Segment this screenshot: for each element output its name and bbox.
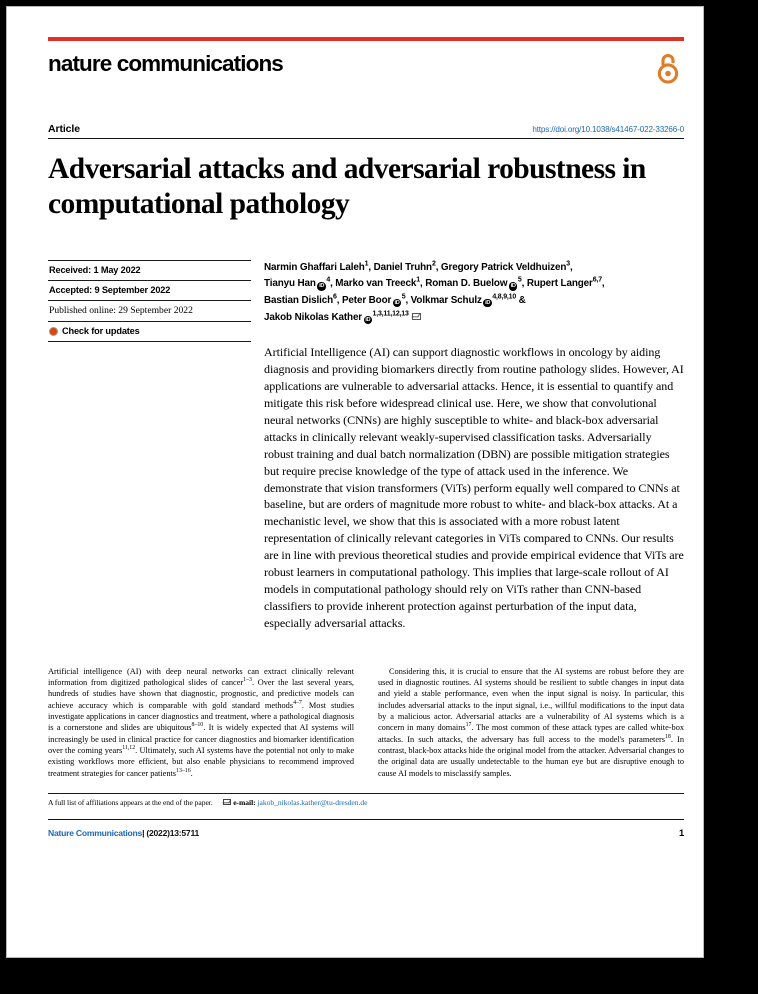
email-icon[interactable] xyxy=(412,313,421,320)
paragraph-text: . In contrast, black-box attacks hide the original model from the attacker. Adversarial changes to the original data are usually undetectable to the human eye but are disruptive enough to cause AI models to misclassify samples. xyxy=(378,734,684,778)
paragraph-text: . Ultimately, such AI systems have the potential not only to make existing workflows more efficient, but also enable physicians to recommend improved treatment strategies for cancer patients xyxy=(48,745,354,778)
author-affiliation-ref: 5 xyxy=(517,276,522,284)
footer-journal-name[interactable]: Nature Communications xyxy=(48,827,143,838)
masthead xyxy=(48,53,684,90)
journal-accent-bar xyxy=(48,37,684,41)
author-line-1 xyxy=(264,260,684,277)
author-affiliation-ref: 1,3,11,12,13 xyxy=(372,310,409,318)
citation-ref[interactable]: 13–16 xyxy=(176,767,191,774)
orcid-icon[interactable]: iD xyxy=(510,283,516,290)
page-content xyxy=(48,37,684,838)
orcid-icon[interactable]: iD xyxy=(365,316,371,323)
check-for-updates-label: Check for updates xyxy=(62,326,140,337)
author-line-4 xyxy=(264,310,684,327)
citation-ref[interactable]: 8–10 xyxy=(191,722,204,729)
affiliation-note: A full list of affiliations appears at the end of the paper. xyxy=(48,797,213,807)
envelope-icon xyxy=(223,799,231,805)
author-affiliation-ref: 1 xyxy=(416,276,420,284)
email-label: e-mail: xyxy=(233,797,256,807)
footnote xyxy=(48,794,684,807)
authors-and-abstract xyxy=(264,260,684,632)
author-affiliation-ref: 2 xyxy=(431,260,436,268)
check-for-updates[interactable] xyxy=(48,321,251,342)
page-title: Adversarial attacks and adversarial robustness in computational pathology xyxy=(48,153,646,220)
author-list xyxy=(264,260,684,327)
author-name[interactable]: , Rupert Langer xyxy=(521,278,593,290)
crossmark-icon xyxy=(49,327,58,336)
paragraph-text: Considering this, it is crucial to ensure that the AI systems are robust before they are used in diagnostic routines. AI systems should be resilient to subtle changes in input data and yield a stable performance, even when the input signal is noisy. In particular, this includes adversarial attacks to the input signal, i.e., willful modifications to the input data by a malicious actor. Adversarial attacks are a vulnerability of AI systems which is a concern in many domains xyxy=(378,666,684,733)
paragraph xyxy=(378,666,684,779)
body-column-right xyxy=(378,666,684,779)
author-name[interactable]: Bastian Dislich xyxy=(264,294,333,306)
author-line-2 xyxy=(264,276,684,293)
paper-page xyxy=(6,6,704,958)
orcid-icon[interactable]: iD xyxy=(394,299,400,306)
author-name[interactable]: , Roman D. Buelow xyxy=(419,278,508,290)
paragraph-text: . Most studies investigate applications in cancer diagnostics and treatment, where a pathological diagnosis is a cornerstone and slides are ubiquitous xyxy=(48,700,355,733)
article-type-line xyxy=(48,123,684,135)
citation-ref[interactable]: 4–7 xyxy=(293,699,302,706)
publication-metadata xyxy=(48,260,251,632)
paragraph xyxy=(48,666,354,779)
author-affiliation-ref: 1 xyxy=(364,260,369,268)
paragraph-text: . Over the last several years, hundreds of studies have shown that diagnostic, prognostic, and predictive models can achieve accuracy which is comparable with gold standard methods xyxy=(48,678,354,710)
open-access-lock-icon xyxy=(654,51,682,90)
author-separator: , xyxy=(569,261,573,273)
paragraph-text: Artificial intelligence (AI) with deep neural networks can extract clinically relevant information from digitized pathological slides of cancer xyxy=(48,666,354,688)
author-name[interactable]: , Marko van Treeck xyxy=(330,278,417,290)
header-divider xyxy=(48,138,684,139)
abstract-text: Artificial Intelligence (AI) can support diagnostic workflows in oncology by aiding diagnosis and providing biomarkers directly from routine pathology slides. However, AI applications are vulnerable to adversarial attacks. Hence, it is essential to quantify and mitigate this risk before widespread clinical use. Here, we show that convolutional neural networks (CNNs) are highly susceptible to white- and black-box adversarial attacks in clinically relevant weakly-supervised classification tasks. Adversarially robust training and dual batch normalization (DBN) are possible mitigation strategies but require precise knowledge of the type of attack used in the inference. We demonstrate that vision transformers (ViTs) perform equally well compared to CNNs at baseline, but are orders of magnitude more robust to white- and black-box attacks. At a mechanistic level, we show that this is associated with a more robust latent representation of clinically relevant categories in ViTs compared to CNNs. Our results are in line with previous theoretical studies and provide empirical evidence that ViTs are robust learners in computational pathology. This implies that large-scale rollout of AI models in computational pathology should rely on ViTs rather than CNN-based classifiers to provide inherent protection against perturbation of the input data, especially adversarial attacks. xyxy=(264,345,684,630)
article-front-matter xyxy=(48,260,684,632)
paragraph-text: . It is widely expected that AI systems will increasingly be used in clinical practice for cancer diagnostics and biomarker identification over the coming years xyxy=(48,723,354,755)
author-affiliation-ref: 4 xyxy=(326,276,331,284)
author-name[interactable]: Narmin Ghaffari Laleh xyxy=(264,261,365,273)
corresponding-email[interactable]: jakob_nikolas.kather@tu-dresden.de xyxy=(257,797,368,807)
doi-link[interactable]: https://doi.org/10.1038/s41467-022-33266-0 xyxy=(532,125,684,134)
paragraph-text: . The most common of these attack types are called white-box attacks. In such attacks, the adversary has full access to the model's parameters xyxy=(378,723,684,744)
author-name[interactable]: , Daniel Truhn xyxy=(368,261,432,273)
received-date: Received: 1 May 2022 xyxy=(48,260,251,280)
footer-citation xyxy=(48,828,199,838)
citation-ref[interactable]: 1–3 xyxy=(243,677,252,684)
article-type-label: Article xyxy=(48,123,80,135)
accepted-date: Accepted: 9 September 2022 xyxy=(48,280,251,300)
journal-title: nature communications xyxy=(48,51,283,76)
author-affiliation-ref: 4,8,9,10 xyxy=(492,293,517,301)
author-name[interactable]: , Volkmar Schulz xyxy=(405,294,482,306)
author-affiliation-ref: 5 xyxy=(401,293,406,301)
orcid-icon[interactable]: iD xyxy=(319,283,325,290)
author-affiliation-ref: 6,7 xyxy=(592,276,602,284)
published-date: Published online: 29 September 2022 xyxy=(48,300,251,321)
footer-volume: | (2022)13:5711 xyxy=(142,827,200,838)
corresponding-author-name[interactable]: Jakob Nikolas Kather xyxy=(264,311,363,323)
author-affiliation-ref: 6 xyxy=(333,293,337,301)
page-footer xyxy=(48,820,684,838)
author-separator: & xyxy=(518,294,526,306)
author-name[interactable]: Tianyu Han xyxy=(264,278,316,290)
citation-ref[interactable]: 18 xyxy=(664,733,671,740)
author-separator: , xyxy=(601,278,605,290)
body-column-left xyxy=(48,666,354,779)
author-name[interactable]: , Peter Boor xyxy=(336,294,392,306)
citation-ref[interactable]: 11,12 xyxy=(122,745,136,752)
author-line-3 xyxy=(264,293,684,310)
article-body xyxy=(48,666,684,779)
author-name[interactable]: , Gregory Patrick Veldhuizen xyxy=(435,261,567,273)
paragraph-text: . xyxy=(190,768,193,778)
orcid-icon[interactable]: iD xyxy=(485,299,491,306)
author-affiliation-ref: 3 xyxy=(566,260,570,268)
page-number: 1 xyxy=(679,826,684,838)
citation-ref[interactable]: 17 xyxy=(465,722,472,729)
